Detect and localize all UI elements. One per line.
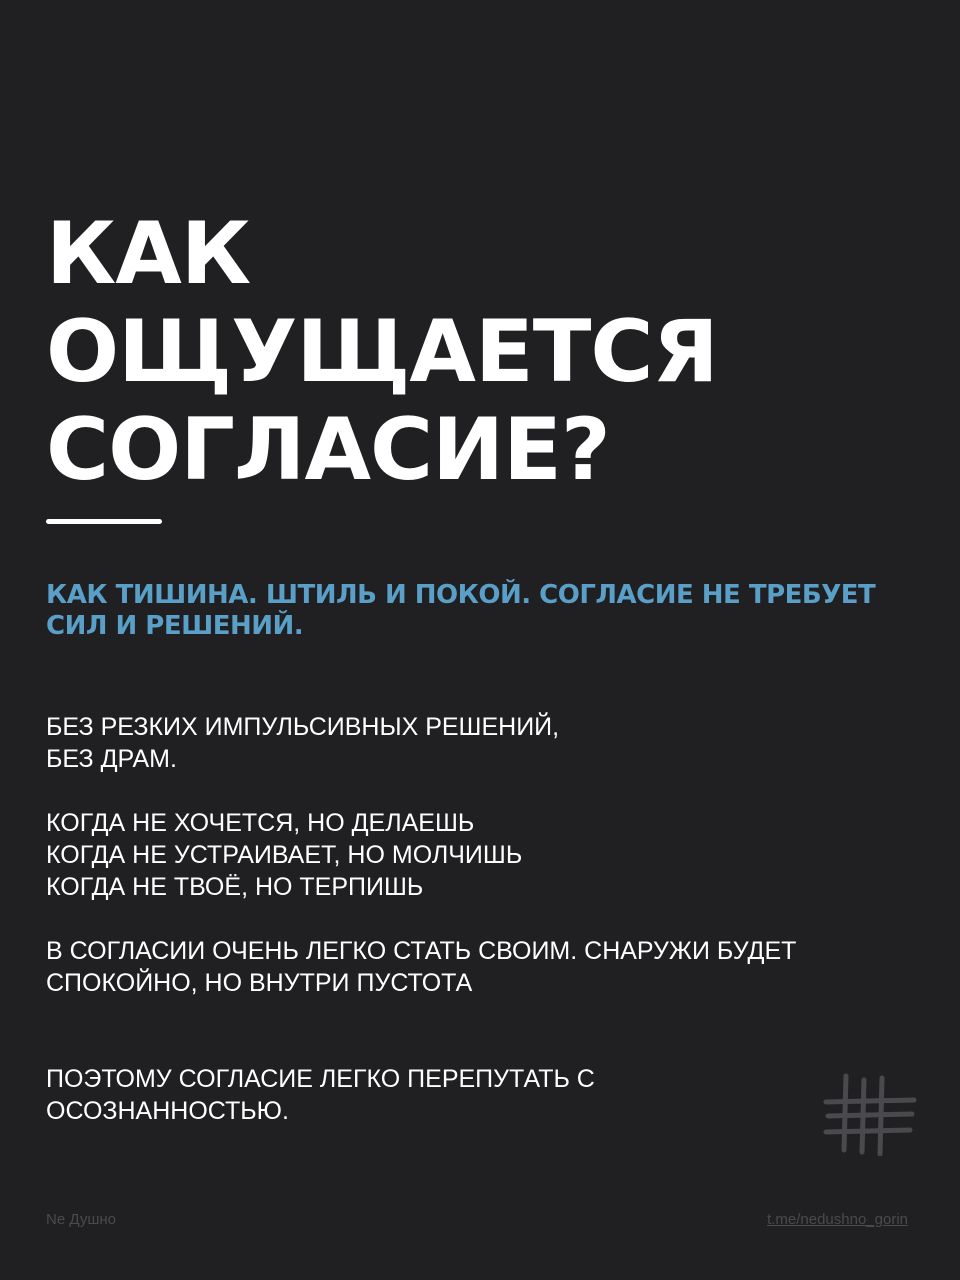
paragraph-4 (46, 1063, 595, 1127)
paragraph-line: ОСОЗНАННОСТЬЮ. (46, 1097, 289, 1125)
paragraph-line: КОГДА НЕ ТВОЁ, НО ТЕРПИШЬ (46, 873, 424, 901)
paragraph-2 (46, 807, 522, 903)
title-line-3: СОГЛАСИЕ? (46, 400, 610, 500)
paragraph-line: БЕЗ ДРАМ. (46, 745, 177, 773)
brand-label: Ne Душно (46, 1211, 116, 1228)
page-title (46, 205, 718, 499)
title-line-1: КАК (46, 204, 251, 304)
title-line-2: ОЩУЩАЕТСЯ (46, 302, 718, 402)
paragraph-line: КОГДА НЕ УСТРАИВАЕТ, НО МОЛЧИШЬ (46, 841, 523, 869)
paragraph-line: БЕЗ РЕЗКИХ ИМПУЛЬСИВНЫХ РЕШЕНИЙ, (46, 713, 560, 741)
paragraph-line: В СОГЛАСИИ ОЧЕНЬ ЛЕГКО СТАТЬ СВОИМ. СНАРУЖИ БУДЕТ (46, 937, 797, 965)
paragraph-3 (46, 935, 796, 999)
paragraph-line: СПОКОЙНО, НО ВНУТРИ ПУСТОТА (46, 969, 473, 997)
telegram-link[interactable]: t.me/nedushno_gorin (767, 1211, 908, 1228)
lead-text: КАК ТИШИНА. ШТИЛЬ И ПОКОЙ. СОГЛАСИЕ НЕ ТРЕБУЕТ СИЛ И РЕШЕНИЙ. (46, 580, 876, 641)
title-underline-divider (46, 519, 162, 524)
paragraph-1 (46, 711, 559, 775)
paragraph-line: КОГДА НЕ ХОЧЕТСЯ, НО ДЕЛАЕШЬ (46, 809, 475, 837)
paragraph-line: ПОЭТОМУ СОГЛАСИЕ ЛЕГКО ПЕРЕПУТАТЬ С (46, 1065, 595, 1093)
hash-icon (822, 1072, 918, 1156)
